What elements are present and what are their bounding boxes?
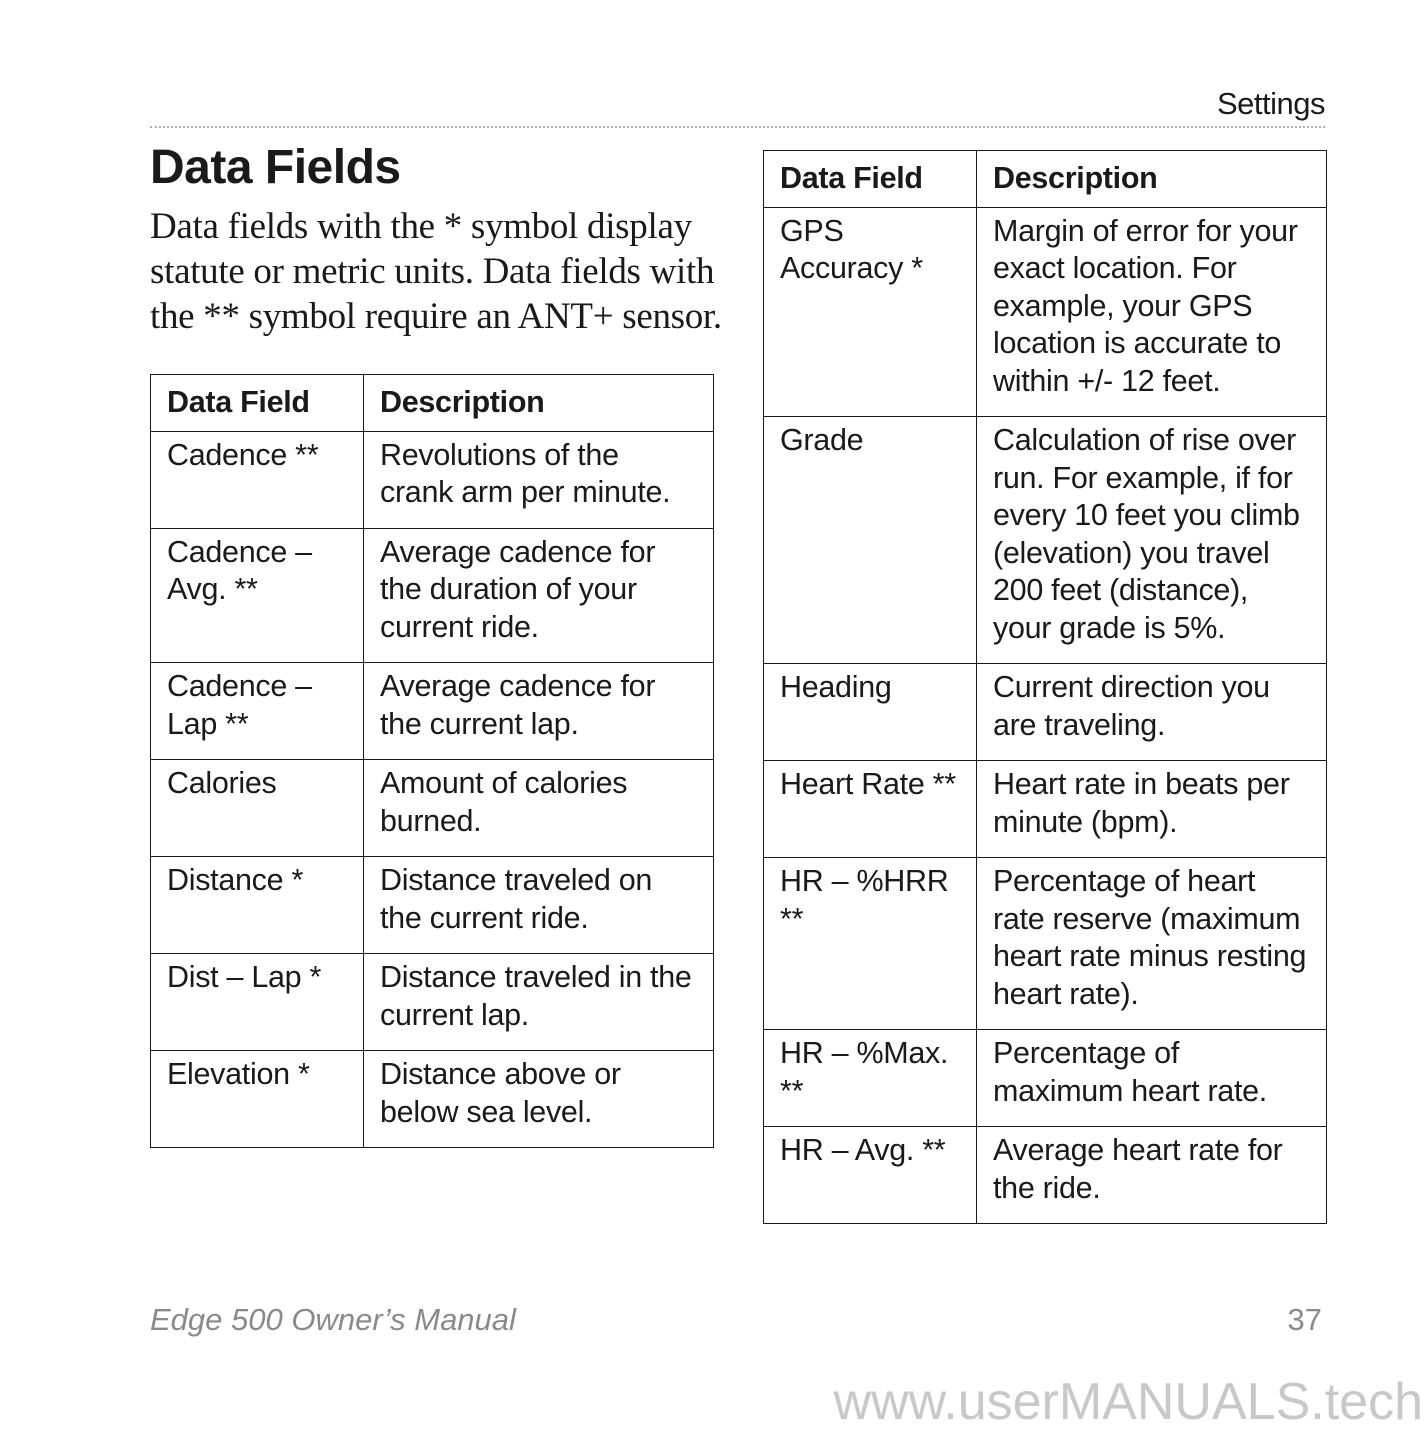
description-cell: Distance above or below sea level. [364,1051,714,1148]
footer-manual-title: Edge 500 Owner’s Manual [150,1302,516,1337]
description-cell: Percentage of maximum heart rate. [977,1030,1327,1127]
table-row [764,207,1327,417]
field-name-cell: Cadence – Lap ** [151,663,364,760]
watermark: www.userMANUALS.tech [833,1373,1423,1431]
field-name-cell: GPS Accuracy * [764,207,977,417]
column-header-description: Description [977,151,1327,208]
field-name-cell: Heading [764,664,977,761]
header-divider [150,126,1325,128]
page-number: 37 [1287,1302,1322,1337]
description-cell: Revolutions of the crank arm per minute. [364,431,714,528]
table-row [151,431,714,528]
field-name-cell: Heart Rate ** [764,761,977,858]
description-cell: Amount of calories burned. [364,760,714,857]
description-cell: Calculation of rise over run. For example, if for every 10 feet you climb (elevation) you travel 200 feet (distance), your grade is 5%. [977,417,1327,664]
data-fields-table-right [763,150,1327,1224]
description-cell: Average cadence for the duration of your current ride. [364,528,714,663]
field-name-cell: HR – %Max. ** [764,1030,977,1127]
field-name-cell: HR – Avg. ** [764,1127,977,1224]
table-row [151,1051,714,1148]
description-cell: Average cadence for the current lap. [364,663,714,760]
field-name-cell: Elevation * [151,1051,364,1148]
field-name-cell: Distance * [151,857,364,954]
description-cell: Current direction you are traveling. [977,664,1327,761]
table-row [151,760,714,857]
field-name-cell: Grade [764,417,977,664]
field-name-cell: Cadence – Avg. ** [151,528,364,663]
field-name-cell: Cadence ** [151,431,364,528]
table-row [151,663,714,760]
description-cell: Percentage of heart rate reserve (maximum heart rate minus resting heart rate). [977,858,1327,1030]
table-row [764,417,1327,664]
data-fields-table-left [150,374,714,1148]
column-header-data-field: Data Field [151,375,364,432]
table-header-row [764,151,1327,208]
description-cell: Average heart rate for the ride. [977,1127,1327,1224]
table-row [764,664,1327,761]
column-header-data-field: Data Field [764,151,977,208]
field-name-cell: HR – %HRR ** [764,858,977,1030]
description-cell: Distance traveled on the current ride. [364,857,714,954]
column-header-description: Description [364,375,714,432]
table-header-row [151,375,714,432]
table-row [764,1127,1327,1224]
field-name-cell: Calories [151,760,364,857]
table-row [764,761,1327,858]
table-row [151,857,714,954]
page-title: Data Fields [150,141,401,194]
field-name-cell: Dist – Lap * [151,954,364,1051]
description-cell: Distance traveled in the current lap. [364,954,714,1051]
description-cell: Heart rate in beats per minute (bpm). [977,761,1327,858]
table-row [151,528,714,663]
intro-paragraph: Data fields with the * symbol display statute or metric units. Data fields with the ** symbol require an ANT+ sensor. [150,206,722,337]
table-row [151,954,714,1051]
section-label: Settings [1216,86,1325,121]
table-row [764,1030,1327,1127]
description-cell: Margin of error for your exact location. For example, your GPS location is accurate to within +/- 12 feet. [977,207,1327,417]
table-row [764,858,1327,1030]
